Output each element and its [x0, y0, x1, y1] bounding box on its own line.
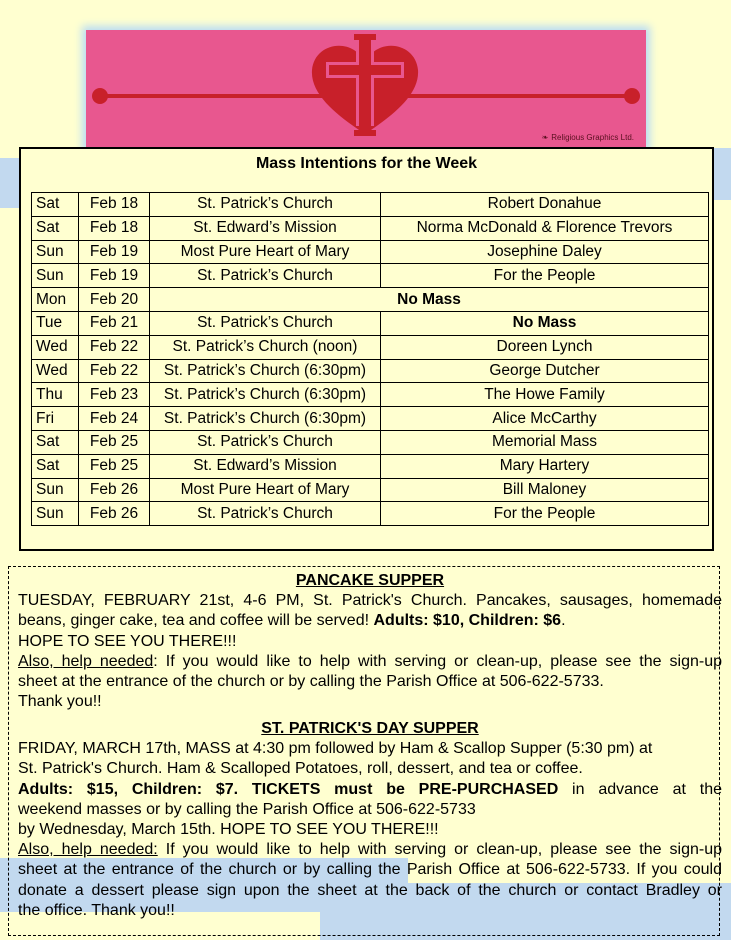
- place-cell: St. Patrick’s Church (6:30pm): [150, 359, 381, 383]
- table-row: [32, 216, 709, 240]
- place-cell: St. Patrick’s Church (6:30pm): [150, 383, 381, 407]
- pancake-help-label: Also, help needed: [18, 652, 154, 670]
- table-row: [32, 383, 709, 407]
- mass-intentions-table: [31, 192, 709, 526]
- pancake-section: [18, 571, 722, 712]
- mass-intentions-box: [19, 147, 714, 551]
- day-cell: Sat: [32, 430, 79, 454]
- day-cell: Tue: [32, 311, 79, 335]
- place-cell: St. Patrick’s Church: [150, 502, 381, 526]
- day-cell: Thu: [32, 383, 79, 407]
- stpatricks-line9: the office. Thank you!!: [18, 901, 175, 919]
- date-cell: Feb 24: [79, 407, 150, 431]
- date-cell: Feb 25: [79, 430, 150, 454]
- day-cell: Sat: [32, 454, 79, 478]
- no-mass-cell: No Mass: [150, 288, 709, 312]
- table-row: [32, 335, 709, 359]
- date-cell: Feb 22: [79, 359, 150, 383]
- day-cell: Fri: [32, 407, 79, 431]
- day-cell: Mon: [32, 288, 79, 312]
- table-row: [32, 264, 709, 288]
- date-cell: Feb 18: [79, 216, 150, 240]
- table-row: [32, 502, 709, 526]
- pancake-help-line: [18, 652, 722, 672]
- place-cell: St. Patrick’s Church: [150, 430, 381, 454]
- day-cell: Wed: [32, 335, 79, 359]
- intention-cell: Memorial Mass: [381, 430, 709, 454]
- table-row: [32, 193, 709, 217]
- banner-credit-text: Religious Graphics Ltd.: [551, 133, 634, 142]
- date-cell: Feb 19: [79, 264, 150, 288]
- stpatricks-line3: [18, 780, 722, 800]
- banner-credit: [542, 133, 634, 142]
- table-row: [32, 311, 709, 335]
- intention-cell: Josephine Daley: [381, 240, 709, 264]
- pancake-line3: HOPE TO SEE YOU THERE!!!: [18, 632, 237, 650]
- pancake-help-text: : If you would like to help with serving or clean-up, please see the sign-up: [153, 652, 722, 670]
- stpatricks-line4: weekend masses or by calling the Parish Office at 506-622-5733: [18, 800, 476, 818]
- day-cell: Sun: [32, 478, 79, 502]
- day-cell: Wed: [32, 359, 79, 383]
- day-cell: Sat: [32, 193, 79, 217]
- date-cell: Feb 26: [79, 478, 150, 502]
- day-cell: Sun: [32, 240, 79, 264]
- pancake-line2: [18, 611, 722, 631]
- mass-intentions-title: Mass Intentions for the Week: [255, 155, 478, 172]
- stpatricks-title: ST. PATRICK'S DAY SUPPER: [261, 720, 479, 737]
- place-cell: St. Patrick’s Church: [150, 264, 381, 288]
- table-row: [32, 430, 709, 454]
- table-row: [32, 454, 709, 478]
- intention-cell: No Mass: [381, 311, 709, 335]
- intention-cell: Norma McDonald & Florence Trevors: [381, 216, 709, 240]
- pancake-line2-text: beans, ginger cake, tea and coffee will be served!: [18, 612, 374, 630]
- place-cell: St. Patrick’s Church (noon): [150, 335, 381, 359]
- day-cell: Sun: [32, 264, 79, 288]
- heart-cross-icon: [86, 30, 646, 148]
- pancake-line5: sheet at the entrance of the church or by calling the Parish Office at 506-622-5733.: [18, 673, 604, 691]
- date-cell: Feb 18: [79, 193, 150, 217]
- announcements-box: [8, 566, 720, 936]
- stpatricks-line8: donate a dessert please sign upon the sheet at the back of the church or contact Bradley or: [18, 881, 722, 899]
- day-cell: Sat: [32, 216, 79, 240]
- stpatricks-help-text: If you would like to help with serving or clean-up, please see the sign-up: [157, 841, 722, 859]
- table-row: [32, 407, 709, 431]
- table-row: [32, 288, 709, 312]
- place-cell: St. Patrick’s Church (6:30pm): [150, 407, 381, 431]
- place-cell: St. Patrick’s Church: [150, 311, 381, 335]
- date-cell: Feb 19: [79, 240, 150, 264]
- place-cell: St. Edward’s Mission: [150, 216, 381, 240]
- date-cell: Feb 26: [79, 502, 150, 526]
- table-row: [32, 359, 709, 383]
- place-cell: Most Pure Heart of Mary: [150, 478, 381, 502]
- place-cell: Most Pure Heart of Mary: [150, 240, 381, 264]
- day-cell: Sun: [32, 502, 79, 526]
- intention-cell: Doreen Lynch: [381, 335, 709, 359]
- stpatricks-line2: St. Patrick's Church. Ham & Scalloped Potatoes, roll, dessert, and tea or coffee.: [18, 760, 583, 778]
- date-cell: Feb 20: [79, 288, 150, 312]
- pancake-title: PANCAKE SUPPER: [295, 572, 445, 589]
- pancake-line2-end: .: [561, 612, 566, 630]
- stpatricks-prices: Adults: $15, Children: $7. TICKETS must be PRE-PURCHASED: [18, 780, 559, 798]
- header-banner: [86, 30, 646, 148]
- stpatricks-line5: by Wednesday, March 15th. HOPE TO SEE YOU THERE!!!: [18, 821, 439, 839]
- intention-cell: Alice McCarthy: [381, 407, 709, 431]
- intention-cell: Mary Hartery: [381, 454, 709, 478]
- intention-cell: Bill Maloney: [381, 478, 709, 502]
- table-row: [32, 240, 709, 264]
- pancake-line6: Thank you!!: [18, 693, 102, 711]
- place-cell: St. Edward’s Mission: [150, 454, 381, 478]
- stpatricks-help-line: [18, 840, 722, 860]
- intention-cell: The Howe Family: [381, 383, 709, 407]
- blue-band-left: [0, 158, 19, 208]
- intention-cell: For the People: [381, 502, 709, 526]
- date-cell: Feb 23: [79, 383, 150, 407]
- intention-cell: Robert Donahue: [381, 193, 709, 217]
- date-cell: Feb 25: [79, 454, 150, 478]
- table-row: [32, 478, 709, 502]
- stpatricks-line7: sheet at the entrance of the church or by calling the Parish Office at 506-622-5733. If you could: [18, 861, 722, 879]
- place-cell: St. Patrick’s Church: [150, 193, 381, 217]
- stpatricks-help-label: Also, help needed:: [18, 841, 158, 859]
- pancake-line1: TUESDAY, FEBRUARY 21st, 4-6 PM, St. Patrick's Church. Pancakes, sausages, homemade: [18, 592, 722, 610]
- date-cell: Feb 21: [79, 311, 150, 335]
- intention-cell: For the People: [381, 264, 709, 288]
- pancake-prices: Adults: $10, Children: $6: [373, 612, 562, 630]
- intention-cell: George Dutcher: [381, 359, 709, 383]
- date-cell: Feb 22: [79, 335, 150, 359]
- stpatricks-line3-text: in advance at the: [558, 780, 722, 798]
- stpatricks-line1: FRIDAY, MARCH 17th, MASS at 4:30 pm followed by Ham & Scallop Supper (5:30 pm) at: [18, 740, 653, 758]
- stpatricks-section: [18, 719, 722, 921]
- blue-band-right: [714, 148, 731, 200]
- rg-logo-icon: ❧: [541, 133, 549, 142]
